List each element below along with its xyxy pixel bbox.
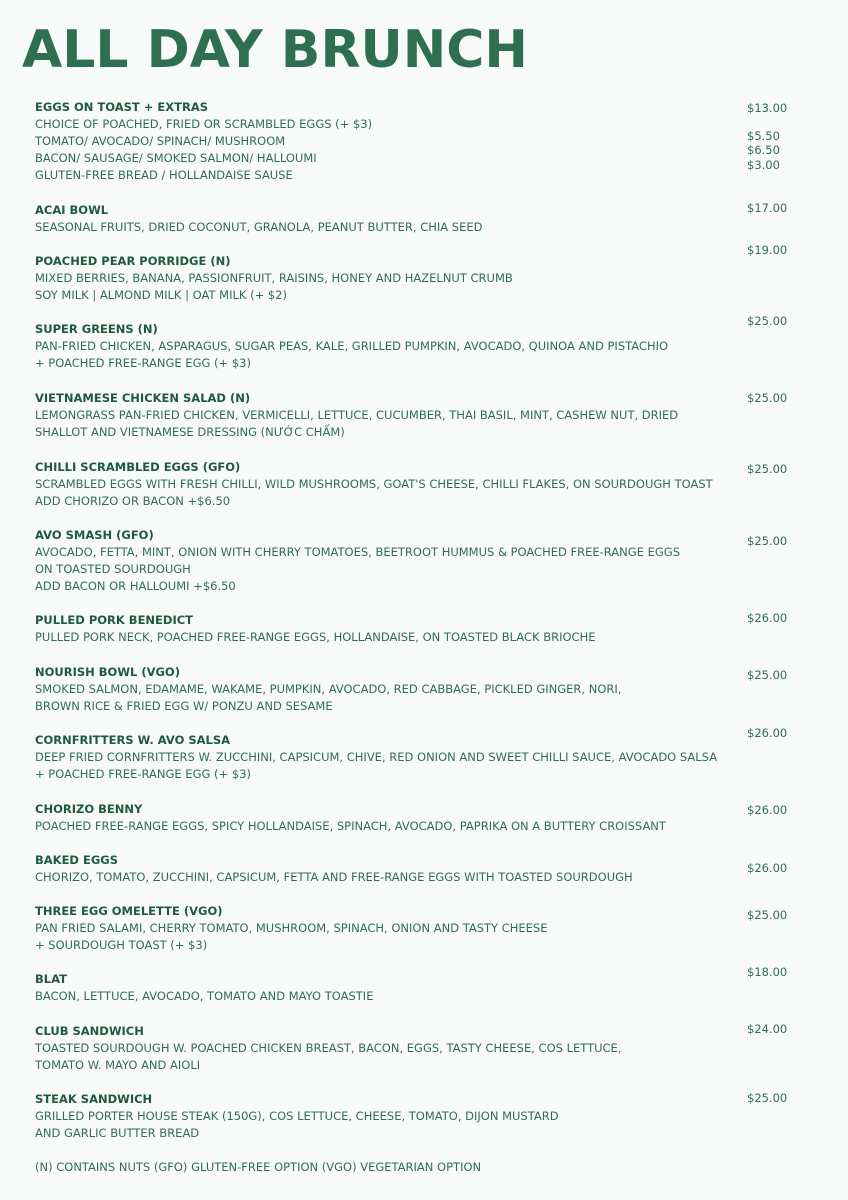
menu-item-name: CHORIZO BENNY <box>35 802 143 816</box>
menu-item-description: LEMONGRASS PAN-FRIED CHICKEN, VERMICELLI, LETTUCE, CUCUMBER, THAI BASIL, MINT, CASHEW NUT, DRIED <box>35 408 679 422</box>
menu-item-description: AND GARLIC BUTTER BREAD <box>35 1126 200 1140</box>
menu-item-name: ACAI BOWL <box>35 203 109 217</box>
menu-item-name: THREE EGG OMELETTE (VGO) <box>35 904 223 918</box>
menu-item-price: $5.50 <box>747 129 780 143</box>
menu-item <box>35 1023 825 1074</box>
menu-item <box>35 852 825 886</box>
menu-item-name: EGGS ON TOAST + EXTRAS <box>35 100 209 114</box>
menu-item <box>35 664 825 715</box>
menu-item-price: $25.00 <box>747 391 788 405</box>
menu-item-description: GRILLED PORTER HOUSE STEAK (150G), COS LETTUCE, CHEESE, TOMATO, DIJON MUSTARD <box>35 1109 559 1123</box>
menu-item-name: VIETNAMESE CHICKEN SALAD (N) <box>35 391 251 405</box>
menu-item-description: CHOICE OF POACHED, FRIED OR SCRAMBLED EGGS (+ $3) <box>35 117 373 131</box>
menu-item-name: AVO SMASH (GFO) <box>35 528 154 542</box>
menu-item-price: $3.00 <box>747 158 780 172</box>
menu-item <box>35 99 825 184</box>
menu-item-price: $24.00 <box>747 1022 788 1036</box>
menu-item-description: DEEP FRIED CORNFRITTERS W. ZUCCHINI, CAPSICUM, CHIVE, RED ONION AND SWEET CHILLI SAUCE, AVOCADO SALSA <box>35 750 718 764</box>
menu-item-description: + POACHED FREE-RANGE EGG (+ $3) <box>35 767 251 781</box>
menu-item-description: ADD CHORIZO OR BACON +$6.50 <box>35 494 231 508</box>
menu-item-price: $25.00 <box>747 314 788 328</box>
menu-item-price: $19.00 <box>747 243 788 257</box>
menu-item-name: PULLED PORK BENEDICT <box>35 613 194 627</box>
menu-item <box>35 903 825 954</box>
menu-item-price: $26.00 <box>747 611 788 625</box>
menu-item <box>35 801 825 835</box>
menu-item-description: BACON/ SAUSAGE/ SMOKED SALMON/ HALLOUMI <box>35 151 317 165</box>
menu-item-price: $18.00 <box>747 965 788 979</box>
menu-item-description: AVOCADO, FETTA, MINT, ONION WITH CHERRY TOMATOES, BEETROOT HUMMUS & POACHED FREE-RANGE EGGS <box>35 545 680 559</box>
menu-item-name: STEAK SANDWICH <box>35 1092 153 1106</box>
menu-item <box>35 1091 825 1142</box>
dietary-footnote: (N) CONTAINS NUTS (GFO) GLUTEN-FREE OPTION (VGO) VEGETARIAN OPTION <box>35 1160 482 1174</box>
page-title: ALL DAY BRUNCH <box>22 20 528 80</box>
menu-item-description: PULLED PORK NECK, POACHED FREE-RANGE EGGS, HOLLANDAISE, ON TOASTED BLACK BRIOCHE <box>35 630 596 644</box>
menu-item-name: NOURISH BOWL (VGO) <box>35 665 180 679</box>
menu-item <box>35 732 825 783</box>
menu-item-name: CHILLI SCRAMBLED EGGS (GFO) <box>35 460 241 474</box>
menu-item-name: BAKED EGGS <box>35 853 118 867</box>
menu-item-price: $17.00 <box>747 201 788 215</box>
menu-item-description: SCRAMBLED EGGS WITH FRESH CHILLI, WILD MUSHROOMS, GOAT'S CHEESE, CHILLI FLAKES, ON SOURDOUGH TOAST <box>35 477 713 491</box>
menu-item-description: TOMATO W. MAYO AND AIOLI <box>35 1058 201 1072</box>
menu-item-name: POACHED PEAR PORRIDGE (N) <box>35 254 231 268</box>
menu-item-description: CHORIZO, TOMATO, ZUCCHINI, CAPSICUM, FETTA AND FREE-RANGE EGGS WITH TOASTED SOURDOUGH <box>35 870 633 884</box>
menu-item-description: PAN FRIED SALAMI, CHERRY TOMATO, MUSHROOM, SPINACH, ONION AND TASTY CHEESE <box>35 921 548 935</box>
menu-item <box>35 390 825 441</box>
menu-item-description: GLUTEN-FREE BREAD / HOLLANDAISE SAUSE <box>35 168 293 182</box>
menu-item <box>35 253 825 304</box>
menu-item-price: $25.00 <box>747 668 788 682</box>
menu-item-description: MIXED BERRIES, BANANA, PASSIONFRUIT, RAISINS, HONEY AND HAZELNUT CRUMB <box>35 271 513 285</box>
menu-item-description: + POACHED FREE-RANGE EGG (+ $3) <box>35 356 251 370</box>
menu-item-description: SEASONAL FRUITS, DRIED COCONUT, GRANOLA, PEANUT BUTTER, CHIA SEED <box>35 220 483 234</box>
menu-item-description: SHALLOT AND VIETNAMESE DRESSING (NƯỚC CHẤM) <box>35 425 345 439</box>
menu-item <box>35 202 825 236</box>
menu-item-price: $13.00 <box>747 101 788 115</box>
menu-item-price: $6.50 <box>747 143 780 157</box>
menu-item-price: $25.00 <box>747 462 788 476</box>
menu-item <box>35 612 825 646</box>
menu-item-description: ON TOASTED SOURDOUGH <box>35 562 191 576</box>
menu-item-description: PAN-FRIED CHICKEN, ASPARAGUS, SUGAR PEAS, KALE, GRILLED PUMPKIN, AVOCADO, QUINOA AND PISTACHIO <box>35 339 669 353</box>
menu-item <box>35 971 825 1005</box>
menu-item <box>35 527 825 595</box>
menu-item-description: POACHED FREE-RANGE EGGS, SPICY HOLLANDAISE, SPINACH, AVOCADO, PAPRIKA ON A BUTTERY CROISSANT <box>35 819 666 833</box>
menu-item-price: $25.00 <box>747 1091 788 1105</box>
menu-item-name: BLAT <box>35 972 67 986</box>
menu-item-description: BACON, LETTUCE, AVOCADO, TOMATO AND MAYO TOASTIE <box>35 989 374 1003</box>
menu-item-description: + SOURDOUGH TOAST (+ $3) <box>35 938 208 952</box>
menu-item-description: TOMATO/ AVOCADO/ SPINACH/ MUSHROOM <box>35 134 286 148</box>
menu-item-price: $25.00 <box>747 534 788 548</box>
menu-item-price: $25.00 <box>747 908 788 922</box>
menu-item-description: SMOKED SALMON, EDAMAME, WAKAME, PUMPKIN, AVOCADO, RED CABBAGE, PICKLED GINGER, NORI, <box>35 682 622 696</box>
menu-item-description: TOASTED SOURDOUGH W. POACHED CHICKEN BREAST, BACON, EGGS, TASTY CHEESE, COS LETTUCE, <box>35 1041 622 1055</box>
menu-item-price: $26.00 <box>747 861 788 875</box>
menu-item-price: $26.00 <box>747 726 788 740</box>
menu-item-description: SOY MILK | ALMOND MILK | OAT MILK (+ $2) <box>35 288 287 302</box>
menu-item <box>35 321 825 372</box>
menu-item-description: ADD BACON OR HALLOUMI +$6.50 <box>35 579 236 593</box>
menu-item-name: CORNFRITTERS W. AVO SALSA <box>35 733 231 747</box>
menu-item-description: BROWN RICE & FRIED EGG W/ PONZU AND SESAME <box>35 699 333 713</box>
menu-item-price: $26.00 <box>747 803 788 817</box>
menu-item <box>35 459 825 510</box>
menu-item-name: CLUB SANDWICH <box>35 1024 144 1038</box>
menu-item-name: SUPER GREENS (N) <box>35 322 158 336</box>
